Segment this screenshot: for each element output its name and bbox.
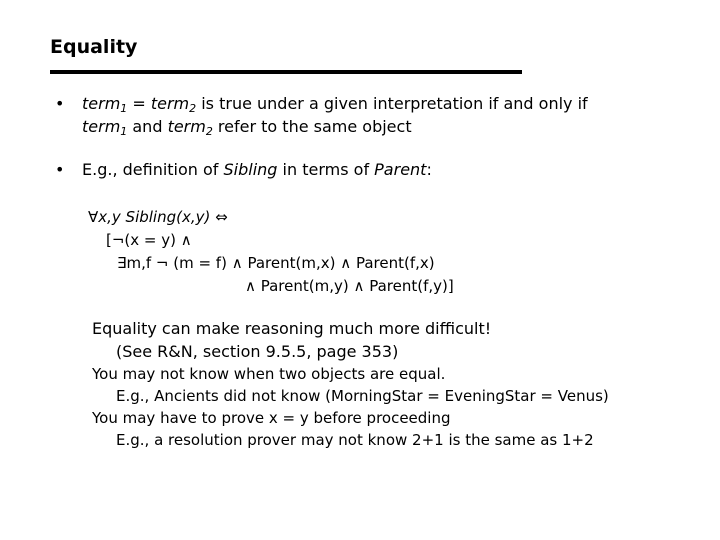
- note-not-know-equal: You may not know when two objects are equal.: [92, 365, 446, 383]
- note-reference: (See R&N, section 9.5.5, page 353): [116, 342, 399, 361]
- bullet-1-line-1: term$_1$ = term$_2$ is true under a given interpretation if and only if: [82, 94, 588, 115]
- note-equality-difficult: Equality can make reasoning much more difficult!: [92, 319, 492, 338]
- term-1: term$_1$: [82, 94, 128, 115]
- formula-line-2: [¬(x = y) ∧: [106, 231, 192, 249]
- formula-line-3: ∃m,f ¬ (m = f) ∧ Parent(m,x) ∧ Parent(f,x): [117, 254, 435, 272]
- formula-line-4: ∧ Parent(m,y) ∧ Parent(f,y)]: [245, 277, 454, 295]
- term-2: term$_2$: [150, 94, 197, 115]
- title-underline: [50, 70, 522, 74]
- note-resolution-example: E.g., a resolution prover may not know 2+1 is the same as 1+2: [116, 431, 594, 449]
- formula-line-1: ∀x,y Sibling(x,y) ⇔: [88, 208, 228, 226]
- bullet-1-line-2: term$_1$ and term$_2$ refer to the same object: [82, 117, 412, 138]
- note-prove-equal: You may have to prove x = y before proceeding: [92, 409, 451, 427]
- note-ancients-example: E.g., Ancients did not know (MorningStar = EveningStar = Venus): [116, 387, 609, 405]
- bullet-2-text: E.g., definition of Sibling in terms of Parent:: [82, 160, 432, 179]
- bullet-marker-2: •: [55, 160, 65, 179]
- slide-title: Equality: [50, 36, 138, 58]
- bullet-marker-1: •: [55, 94, 65, 113]
